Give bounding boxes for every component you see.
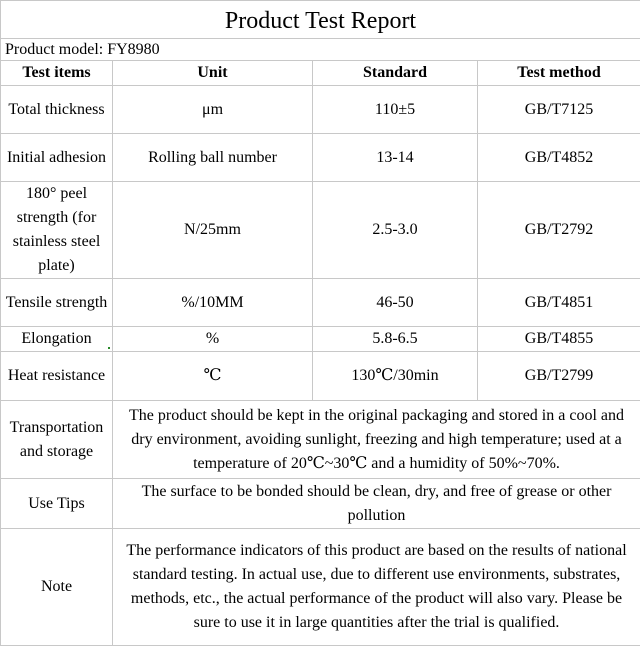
standard-cell: 130℃/30min <box>313 352 478 401</box>
method-cell: GB/T2792 <box>478 182 640 279</box>
note-label: Use Tips <box>1 479 113 529</box>
method-cell: GB/T4855 <box>478 327 640 352</box>
test-item: Elongation <box>1 327 113 352</box>
note-text: The surface to be bonded should be clean, dry, and free of grease or other pollution <box>113 479 640 529</box>
unit-cell: N/25mm <box>113 182 313 279</box>
unit-cell: % <box>113 327 313 352</box>
note-text: The product should be kept in the original packaging and stored in a cool and dry environment, avoiding sunlight, freezing and high temperature; used at a temperature of 20℃~30℃ and a humidity of 50%~70%. <box>113 401 640 479</box>
stray-mark <box>108 347 110 349</box>
product-model: Product model: FY8980 <box>1 39 640 61</box>
header-standard: Standard <box>313 61 478 86</box>
standard-cell: 2.5-3.0 <box>313 182 478 279</box>
unit-cell: %/10MM <box>113 279 313 327</box>
method-cell: GB/T4851 <box>478 279 640 327</box>
table-row <box>1 86 640 134</box>
header-test-method: Test method <box>478 61 640 86</box>
table-row <box>1 352 640 401</box>
method-cell: GB/T4852 <box>478 134 640 182</box>
table-row <box>1 279 640 327</box>
table-row <box>1 134 640 182</box>
test-item: Initial adhesion <box>1 134 113 182</box>
test-item: Total thickness <box>1 86 113 134</box>
note-row <box>1 529 640 646</box>
header-row <box>1 61 640 86</box>
note-label: Note <box>1 529 113 646</box>
note-row <box>1 401 640 479</box>
method-cell: GB/T2799 <box>478 352 640 401</box>
test-item: Heat resistance <box>1 352 113 401</box>
header-test-items: Test items <box>1 61 113 86</box>
table-row <box>1 182 640 279</box>
table-row <box>1 327 640 352</box>
method-cell: GB/T7125 <box>478 86 640 134</box>
test-item: Tensile strength <box>1 279 113 327</box>
note-row <box>1 479 640 529</box>
test-item: 180° peel strength (for stainless steel plate) <box>1 182 113 279</box>
standard-cell: 110±5 <box>313 86 478 134</box>
standard-cell: 46-50 <box>313 279 478 327</box>
unit-cell: ℃ <box>113 352 313 401</box>
standard-cell: 13-14 <box>313 134 478 182</box>
unit-cell: μm <box>113 86 313 134</box>
report-title: Product Test Report <box>1 1 640 39</box>
note-label: Transportation and storage <box>1 401 113 479</box>
standard-cell: 5.8-6.5 <box>313 327 478 352</box>
unit-cell: Rolling ball number <box>113 134 313 182</box>
header-unit: Unit <box>113 61 313 86</box>
note-text: The performance indicators of this product are based on the results of national standard testing. In actual use, due to different use environments, substrates, methods, etc., the actual performance of the product will also vary. Please be sure to use it in large quantities after the trial is qualified. <box>113 529 640 646</box>
